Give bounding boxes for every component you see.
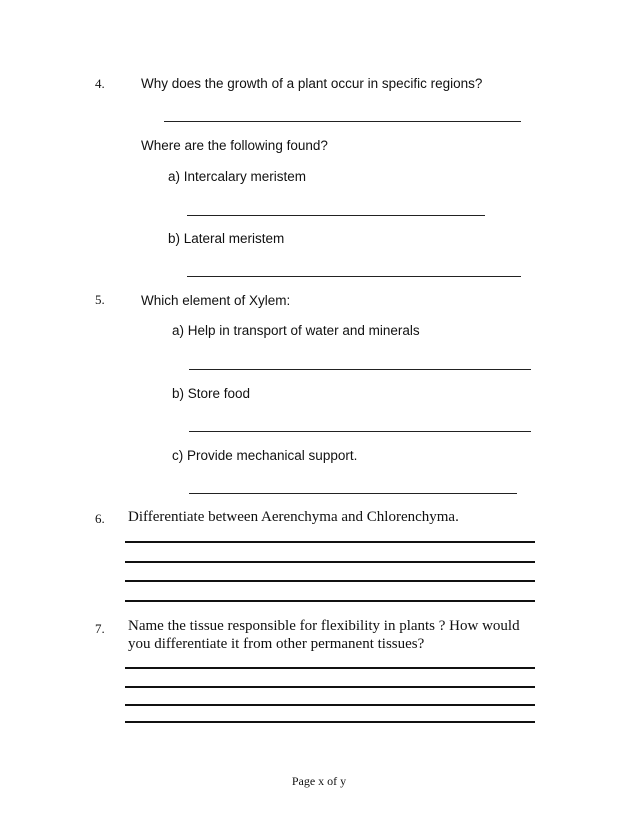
answer-line[interactable] (125, 686, 535, 688)
answer-line[interactable] (189, 493, 517, 494)
question-4b-text: b) Lateral meristem (168, 231, 285, 246)
answer-line[interactable] (125, 600, 535, 602)
answer-line[interactable] (189, 431, 531, 432)
question-5-number: 5. (95, 292, 105, 307)
answer-line[interactable] (125, 561, 535, 563)
question-7-text-line1: Name the tissue responsible for flexibility in plants ? How would (128, 618, 520, 634)
answer-line[interactable] (125, 667, 535, 669)
question-4-number: 4. (95, 76, 105, 91)
answer-line[interactable] (125, 721, 535, 723)
question-5c-text: c) Provide mechanical support. (172, 448, 358, 463)
page-footer: Page x of y (291, 774, 347, 788)
answer-line[interactable] (125, 541, 535, 543)
question-5b-text: b) Store food (172, 386, 251, 401)
question-5a-text: a) Help in transport of water and minerals (172, 323, 420, 338)
answer-line[interactable] (164, 121, 521, 122)
question-7-text-line2: you differentiate it from other permanent tissues? (128, 636, 425, 652)
question-7-number: 7. (95, 621, 105, 636)
answer-line[interactable] (187, 215, 485, 216)
question-4a-text: a) Intercalary meristem (168, 169, 307, 184)
answer-line[interactable] (125, 580, 535, 582)
question-6-number: 6. (95, 511, 105, 526)
question-4-text: Why does the growth of a plant occur in specific regions? (141, 76, 483, 91)
question-5-text: Which element of Xylem: (141, 293, 291, 308)
question-4-subprompt: Where are the following found? (141, 138, 328, 153)
answer-line[interactable] (189, 369, 531, 370)
answer-line[interactable] (125, 704, 535, 706)
question-6-text: Differentiate between Aerenchyma and Chlorenchyma. (128, 509, 459, 525)
answer-line[interactable] (187, 276, 521, 277)
